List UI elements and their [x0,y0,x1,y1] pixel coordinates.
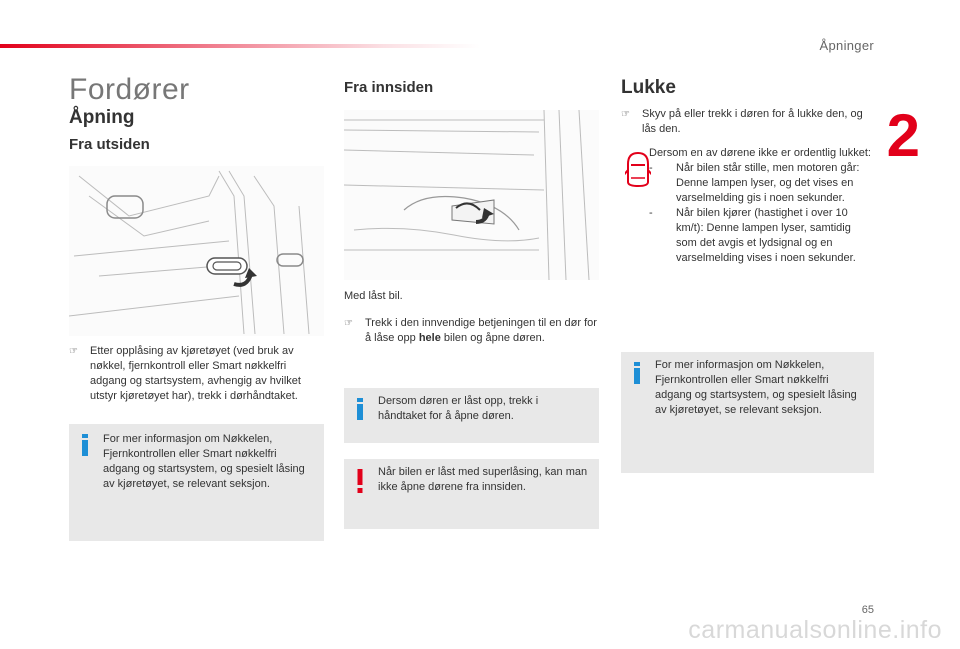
page-number: 65 [861,604,874,616]
bullet-interior-handle [344,316,599,346]
bullet-exterior-handle [69,344,324,404]
info-box-keys [69,424,324,541]
page-title: Fordører [69,73,190,106]
watermark: carmanualsonline.info [688,616,942,644]
section-name: Åpninger [819,38,874,53]
exterior-door-handle-illustration [69,166,324,336]
header-accent-bar [0,44,480,48]
bullet-text: Skyv på eller trekk i døren for å lukke den, og lås den. [642,108,863,135]
warning-item-text: Når bilen står stille, men motoren går: Denne lampen lyser, og det vises en varselmelding gis i noen sekunder. [676,162,860,204]
heading-closing: Lukke [621,77,676,98]
warning-box-superlock [344,459,599,529]
warning-item-text: Når bilen kjører (hastighet i over 10 km/t): Denne lampen lyser, samtidig som det avgis et lydsignal og en varselmelding vises i noen sekunder. [676,207,856,264]
warning-text: Når bilen er låst med superlåsing, kan man ikke åpne dørene fra innsiden. [378,466,588,493]
pointing-hand-icon: ☞ [344,318,353,329]
warning-item: - Når bilen kjører (hastighet i over 10 km/t): Denne lampen lyser, samtidig som det avgis et lydsignal og en varselmelding vises i noen sekunder. [621,206,874,266]
warning-intro: Dersom en av dørene ikke er ordentlig lukket: [649,147,871,159]
info-box-keys-closing [621,352,874,473]
heading-opening: Åpning [69,107,135,128]
interior-door-handle-illustration [344,110,599,280]
info-icon [356,398,364,425]
bullet-text: Trekk i den innvendige betjeningen til en dør for å låse opp hele bilen og åpne døren. [365,317,597,344]
pointing-hand-icon: ☞ [621,109,630,120]
info-box-unlocked [344,388,599,443]
exclamation-icon [356,469,364,498]
bullet-close-door [621,107,874,137]
info-icon [633,362,641,389]
subheading-from-inside: Fra innsiden [344,79,434,96]
info-icon [81,434,89,461]
chapter-number: 2 [886,102,920,169]
info-text: Dersom døren er låst opp, trekk i håndtaket for å åpne døren. [378,395,539,422]
bullet-text: Etter opplåsing av kjøretøyet (ved bruk av nøkkel, fjernkontroll eller Smart nøkkelfri adgang og startsystem, avhengig av hvilket utstyr kjøretøyet har), trekk i dørhåndtaket. [90,345,301,402]
info-text: For mer informasjon om Nøkkelen, Fjernkontrollen eller Smart nøkkelfri adgang og startsystem, og spesielt låsing av kjøretøyet, se relevant seksjon. [655,359,857,416]
door-warning-text [621,146,874,266]
pointing-hand-icon: ☞ [69,346,78,357]
info-text: For mer informasjon om Nøkkelen, Fjernkontrollen eller Smart nøkkelfri adgang og startsystem, og spesielt låsing av kjøretøyet, se relevant seksjon. [103,433,305,490]
warning-item: - Når bilen står stille, men motoren går: Denne lampen lyser, og det vises en varselmelding gis i noen sekunder. [621,161,874,206]
locked-note: Med låst bil. [344,290,403,302]
subheading-from-outside: Fra utsiden [69,136,150,153]
